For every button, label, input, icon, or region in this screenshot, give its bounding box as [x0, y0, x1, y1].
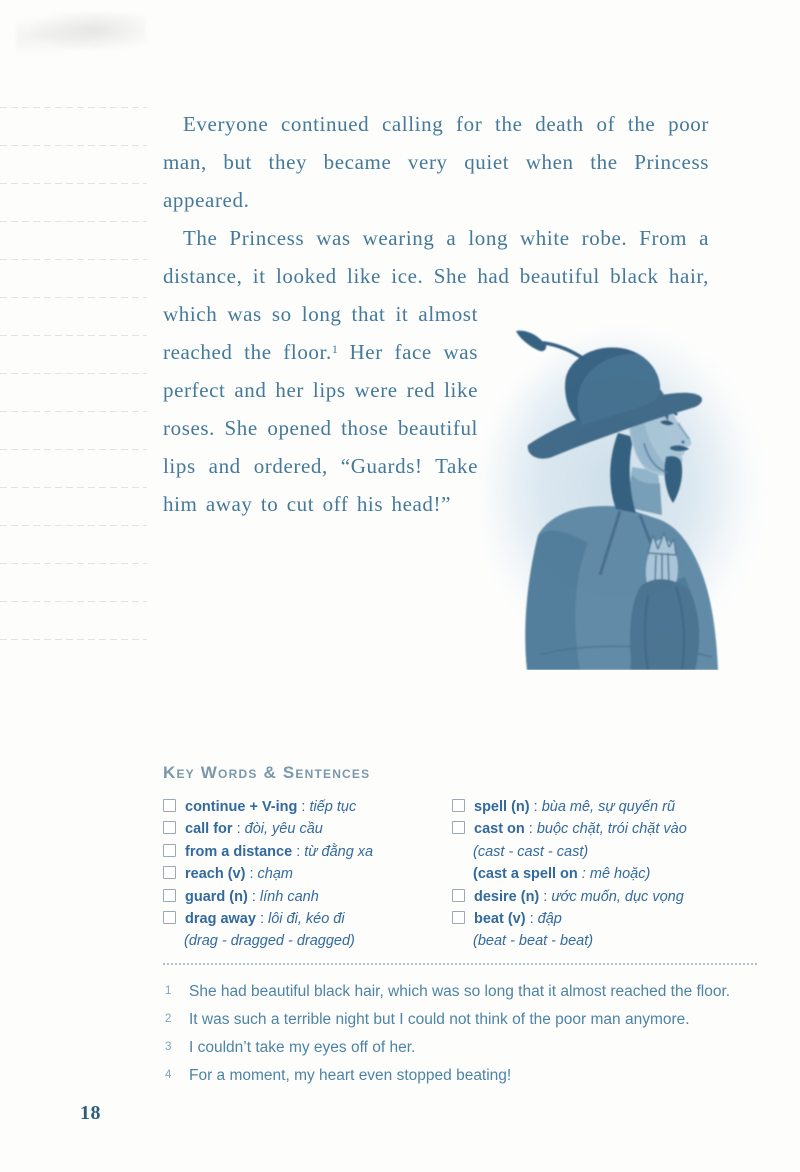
keyword-item	[452, 818, 757, 840]
keyword-separator: :	[292, 843, 305, 860]
keyword-item	[163, 886, 452, 908]
checkbox-icon[interactable]	[452, 911, 465, 924]
keyword-separator: :	[232, 821, 245, 838]
story-paragraph-text: The Princess was wearing a long white robe. From a distance, it looked like ice. She had beautiful black hair, which was so long that it almost reached the floor.	[163, 226, 709, 364]
keyword-term: from a distance	[185, 843, 293, 860]
keyword-definition: chạm	[257, 866, 294, 883]
keyword-term: cast on	[474, 821, 525, 838]
keyword-definition: ước muốn, dục vọng	[551, 888, 684, 905]
story-paragraph-text: Her face was perfect and her lips were red like roses. She opened those beautiful lips and ordered, “Guards! Take him away to cut off his head!”	[163, 340, 478, 516]
footnote-text: I couldn’t take my eyes off of her.	[189, 1038, 416, 1056]
keyword-item	[163, 841, 452, 863]
footnote-marker: 1	[331, 342, 338, 356]
keyword-definition: đập	[537, 911, 562, 928]
keyword-item	[452, 796, 757, 818]
story-illustration-man-in-traditional-hat	[480, 325, 780, 670]
footnotes-section	[163, 981, 757, 1086]
keyword-verb-forms: (drag - dragged - dragged)	[184, 933, 355, 950]
keyword-term: guard (n)	[185, 888, 248, 905]
keyword-term: (cast a spell on	[473, 866, 578, 883]
footnote	[163, 1009, 757, 1030]
story-paragraph	[163, 105, 710, 219]
checkbox-icon[interactable]	[163, 844, 176, 857]
footnote-number: 3	[165, 1040, 172, 1053]
keyword-definition: lính canh	[259, 888, 319, 905]
keyword-separator: :	[247, 888, 260, 905]
footnote	[163, 1065, 757, 1086]
keywords-grid	[163, 796, 757, 953]
keyword-separator: :	[297, 799, 310, 815]
keyword-term: call for	[185, 821, 233, 838]
page-smudge	[16, 12, 146, 56]
keyword-item	[163, 818, 452, 840]
keyword-separator: :	[539, 888, 552, 905]
page-content	[163, 105, 757, 1093]
keyword-separator: :	[525, 911, 538, 928]
checkbox-icon[interactable]	[163, 799, 176, 812]
footnote-number: 1	[165, 984, 172, 997]
checkbox-icon[interactable]	[452, 889, 465, 902]
keyword-definition: bùa mê, sự quyến rũ	[541, 799, 676, 815]
keyword-definition: từ đằng xa	[304, 843, 374, 860]
keywords-heading: Key Words & Sentences	[163, 763, 371, 782]
checkbox-icon[interactable]	[452, 799, 465, 812]
keyword-item	[163, 796, 452, 818]
checkbox-icon[interactable]	[163, 821, 176, 834]
checkbox-icon[interactable]	[163, 866, 176, 879]
keyword-term: spell (n)	[474, 799, 530, 815]
keyword-item	[452, 886, 757, 908]
keyword-verb-forms: (beat - beat - beat)	[473, 933, 594, 950]
footnote-text: She had beautiful black hair, which was so long that it almost reached the floor.	[189, 982, 731, 1000]
checkbox-icon[interactable]	[163, 911, 176, 924]
footnote	[163, 981, 757, 1002]
keyword-definition: đòi, yêu cầu	[244, 821, 323, 838]
keyword-separator: :	[529, 799, 542, 815]
keywords-column-left	[163, 796, 452, 953]
keywords-section	[163, 763, 757, 965]
keyword-term: continue + V-ing	[185, 799, 298, 815]
keyword-term: reach (v)	[185, 866, 246, 883]
keyword-definition: tiếp tục	[309, 799, 357, 815]
keywords-column-right	[452, 796, 757, 953]
keyword-phrase	[452, 863, 757, 885]
margin-ruled-lines	[0, 107, 147, 641]
keyword-separator: :	[577, 866, 590, 883]
keyword-term: beat (v)	[474, 911, 526, 928]
keyword-item	[163, 863, 452, 885]
keyword-separator: :	[245, 866, 258, 883]
keyword-term: desire (n)	[474, 888, 540, 905]
footnote-number: 4	[165, 1068, 172, 1081]
checkbox-icon[interactable]	[163, 889, 176, 902]
keyword-item	[163, 908, 452, 930]
dotted-divider	[163, 963, 757, 965]
footnote-text: It was such a terrible night but I could not think of the poor man anymore.	[189, 1010, 690, 1028]
keyword-definition: lôi đi, kéo đi	[268, 911, 345, 928]
footnote-text: For a moment, my heart even stopped beating!	[189, 1066, 512, 1084]
keyword-verb-forms: (cast - cast - cast)	[473, 843, 589, 860]
checkbox-icon[interactable]	[452, 821, 465, 834]
keyword-item	[452, 908, 757, 930]
footnote	[163, 1037, 757, 1058]
story-paragraph-text: Everyone continued calling for the death of the poor man, but they became very quiet when the Princess appeared.	[163, 112, 709, 212]
page-number: 18	[80, 1102, 101, 1124]
keyword-term: drag away	[185, 911, 256, 928]
keyword-definition: buộc chặt, trói chặt vào	[536, 821, 687, 838]
keyword-definition: mê hoặc)	[589, 866, 651, 883]
footnote-number: 2	[165, 1012, 172, 1025]
text-wrap-spacer	[709, 105, 710, 295]
keyword-separator: :	[524, 821, 537, 838]
keyword-separator: :	[255, 911, 269, 928]
